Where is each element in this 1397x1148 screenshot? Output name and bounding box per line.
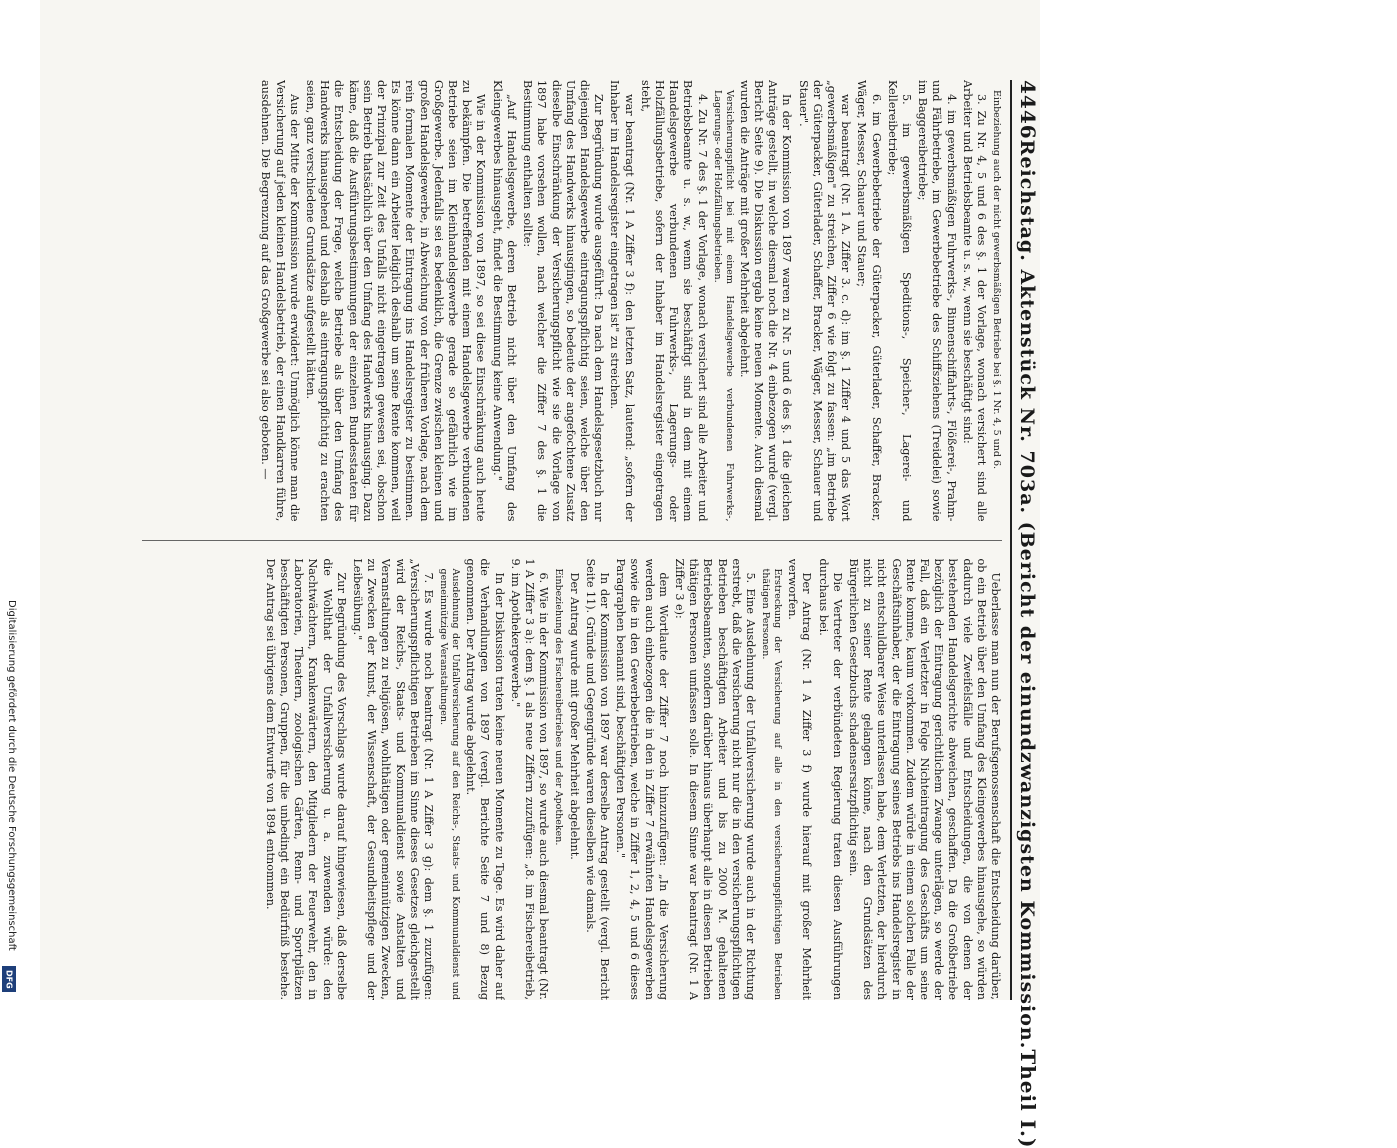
paragraph: 6. im Gewerbebetriebe der Güterpacker, Güterlader, Schaffer, Bracker, Wäger, Messer, Schauer und Stauer;: [855, 80, 883, 522]
paragraph: Einbeziehung auch der nicht gewerbsmäßigen Betriebe bei §. 1 Nr. 4, 5 und 6.: [991, 90, 1002, 470]
text-columns: [142, 80, 1002, 1000]
paragraph: Ueberlasse man nun der Berufsgenossenschaft die Entscheidung darüber, ob ein Betrieb über den Umfang des Kleingewerbes hinausgehe, so würden dadurch viele Zweifelsfälle und Entscheidungen, die von denen der bestehenden Handelsgerichte abweichen, geschaffen. Da die Großbetriebe bezüglich der Eintragung gerichtlichem Zwange unterlägen, so werde der Fall, daß ein Verletzter in Folge Nichteintragung des Geschäfts um seine Rente komme, kaum vorkommen. Zudem würde in einem solchen Falle der Geschäftsinhaber, der die Eintragung seines Betriebs ins Handelsregister in nicht entschuldbarer Weise unterlassen habe, dem Verletzten, der hierdurch nicht zu seiner Rente gelangen könne, nach den Grundsätzen des Bürgerlichen Gesetzbuchs schadensersatzpflichtig sein.: [846, 558, 1002, 1000]
paragraph: Einbeziehung des Fischereibetriebes und der Apotheken.: [553, 568, 565, 846]
paragraph: Aus der Mitte der Kommission wurde erwidert: Unmöglich könne man die Versicherung auf jeden kleinen Handelsbetrieb, der einen Handkarren führe, ausdehnen. Die Begrenzung auf das Großgewerbe sei also geboten. —: [259, 80, 301, 522]
paragraph: In der Diskussion traten keine neuen Momente zu Tage. Es wird daher auf die Verhandlungen von 1897 (vergl. Berichte Seite 7 und 8) Bezug genommen. Der Antrag wurde abgelehnt.: [464, 558, 506, 1000]
paragraph: Der Antrag wurde mit großer Mehrheit abgelehnt.: [567, 572, 581, 860]
paragraph: Die Vertreter der verbündeten Regierung traten diesen Ausführungen durchaus bei.: [816, 558, 844, 1000]
part-label: Theil I.): [1016, 1049, 1040, 1148]
paragraph: 7. Es wurde noch beantragt (Nr. 1 A Ziffer 3 g): dem §. 1 zuzufügen: „Versicherungspflichtigen Betrieben im Sinne dieses Gesetzes gleichgestellt wird der Reichs-, Staats- und Kommunaldienst sowie Anstalten und Veranstaltungen zu religiösen, wohlthätigen oder gemeinnützigen Zwecken, zu Zwecken der Kunst, der Wissenschaft, der Gesundheitspflege und der Leibesübung.": [351, 558, 436, 1000]
paragraph: 4. Zu Nr. 7 des §. 1 der Vorlage, wonach versichert sind alle Arbeiter und Betriebsbeamte u. s. w., wenn sie beschäftigt sind in dem mit einem Handelsgewerbe verbundenen Fuhrwerks-, Lagerungs- oder Holzfällungsbetriebe, sofern der Inhaber im Handelsregister eingetragen steht,: [638, 80, 709, 522]
page-header: [1010, 80, 1040, 1148]
left-column: [142, 80, 1002, 522]
document-page: [40, 0, 1040, 1148]
paragraph: war beantragt (Nr. 1 A. Ziffer 3. c. d): im §. 1 Ziffer 4 und 5 das Wort „gewerbsmäßigen" zu streichen, Ziffer 6 wie folgt zu fassen: „im Betriebe der Güterpacker, Güterlader, Schaffer, Bracker, Wäger, Messer, Schauer und Stauer".: [796, 80, 853, 522]
paragraph: Ausdehnung der Unfallversicherung auf den Reichs-, Staats- und Kommunaldienst und gemeinnützige Veranstaltungen.: [438, 568, 462, 1000]
paragraph: Erstreckung der Versicherung auf alle in den versicherungspflichtigen Betrieben thätigen Personen.: [759, 568, 783, 1000]
paragraph: dem Wortlaute der Ziffer 7 noch hinzuzufügen: „In die Versicherung werden auch einbezogen die in den in Ziffer 7 erwähnten Handelsgewerben sowie die in den Gewerbebetrieben, welche in Ziffer 1, 2, 4, 5 und 6 dieses Paragraphen benannt sind, beschäftigten Personen.": [614, 558, 670, 1000]
paragraph: Wie in der Kommission von 1897, so sei diese Einschränkung auch heute zu bekämpfen. Die betreffenden mit einem Handelsgewerbe verbundenen Betriebe seien im Kleinhandelsgewerbe gerade so gefährlich wie im Großgewerbe. Jedenfalls sei es bedenklich, die Grenze zwischen kleinen und großen Handelsgewerbe, in Abweichung von der früheren Vorlage, nach dem rein formalen Momente der Eintragung ins Handelsregister zu bestimmen. Es könne dann ein Arbeiter lediglich deshalb um seine Rente kommen, weil der Prinzipal zur Zeit des Unfalls nicht eingetragen gewesen sei, obschon sein Betrieb thatsächlich über den Umfang des Handwerks hinausging. Dazu käme, daß die Ausführungsbestimmungen der einzelnen Bundesstaaten für die Entscheidung der Frage, welche Betriebe als über den Umfang des Handwerks hinausgehend und deshalb als eintragungspflichtig zu erachten seien, ganz verschiedene Grundsätze aufgestellt hätten.: [304, 80, 488, 522]
credit-line: Digitalisierung gefördert durch die Deutsche Forschungsgemeinschaft: [6, 600, 17, 951]
paragraph: 4. im gewerbsmäßigen Fuhrwerks-, Binnenschiffahrts-, Flößerei-, Prahm- und Fährbetriebe, im Gewerbebetriebe des Schiffsziehens (Treidelei) sowie im Baggereibetriebe;: [916, 80, 958, 522]
paragraph: Der Antrag (Nr. 1 A Ziffer 3 f) wurde hierauf mit großer Mehrheit verworfen.: [786, 558, 814, 1000]
paragraph: 6. Wie in der Kommission von 1897, so wurde auch diesmal beantragt (Nr. 1 A Ziffer 3 a): dem §. 1 als neue Ziffern zuzufügen: „8. im Fischereibetrieb, 9. im Apothekergewerbe.": [508, 558, 551, 1000]
paragraph: In der Kommission von 1897 war derselbe Antrag gestellt (vergl. Bericht Seite 11). Gründe und Gegengründe waren dieselben wie damals.: [583, 558, 611, 1000]
rotated-page-content: [110, 70, 1040, 1148]
paragraph: war beantragt (Nr. 1 A Ziffer 3 f): den letzten Satz, lautend: „sofern der Inhaber im Handelsregister eingetragen ist" zu streichen.: [608, 80, 636, 522]
paragraph: Zur Begründung des Vorschlags wurde darauf hingewiesen, daß derselbe die Wohlthat der Unfallversicherung u. a. zuwenden würde: den Nachtwächtern, Krankenwärtern, den Mitgliedern der Feuerwehr, den in Laboratorien, Theatern, zoologischen Gärten, Renn- und Sportplätzen beschäftigten Personen, Gruppen, für die unbedingt ein Bedürfniß bestehe. Der Antrag sei übrigens dem Entwurfe von 1894 entnommen.: [263, 558, 348, 1000]
page-title: Reichstag. Aktenstück Nr. 703a. (Bericht der einundzwanzigsten Kommission.: [1016, 139, 1038, 1050]
paragraph: Zur Begründung wurde ausgeführt: Da nach dem Handelsgesetzbuch nur diejenigen Handelsgewerbe eintragungspflichtig seien, welche über den Umfang des Handwerks hinausgingen, so bedeute der angefochtene Zusatz dieselbe Einschränkung der Versicherungspflicht wie sie die Vorlage von 1897 habe vorsehen wollen, nach welcher die Ziffer 7 des §. 1 die Bestimmung enthalten sollte:: [521, 80, 606, 522]
paragraph: In der Kommission von 1897 waren zu Nr. 5 und 6 des §. 1 die gleichen Anträge gestellt, in welche diesmal noch die Nr. 4 einbezogen wurde (vergl. Bericht Seite 9). Die Diskussion ergab keine neuen Momente. Auch diesmal wurden die Anträge mit großer Mehrheit abgelehnt.: [737, 80, 794, 522]
right-column: [142, 559, 1002, 1001]
paragraph: 5. im gewerbsmäßigen Speditions-, Speicher-, Lagerei- und Kellereibetriebe;: [885, 80, 913, 522]
column-divider: [142, 540, 1002, 541]
digitization-sidebar: [0, 0, 18, 1000]
page-number: 4446: [1016, 80, 1040, 140]
paragraph: 5. Eine Ausdehnung der Unfallversicherung wurde auch in der Richtung erstrebt, daß die Versicherung nicht nur die in den versicherungspflichtigen Betrieben beschäftigten Arbeiter und bis zu 2000 M. gehaltenen Betriebsbeamten, sondern darüber hinaus überhaupt alle in diesen Betrieben thätigen Personen umfassen solle. In diesem Sinne war beantragt (Nr. 1 A Ziffer 3 e):: [672, 558, 757, 1000]
dfg-logo: DFG: [2, 966, 16, 992]
paragraph: Versicherungspflicht bei mit einem Handelsgewerbe verbundenen Fuhrwerks-, Lagerungs- oder Holzfällungsbetrieben.: [711, 90, 735, 522]
paragraph: „Auf Handelsgewerbe, deren Betrieb nicht über den Umfang des Kleingewerbes hinausgeht, findet die Bestimmung keine Anwendung.": [490, 80, 518, 522]
paragraph: 3. Zu Nr. 4, 5 und 6 des §. 1 der Vorlage, wonach versichert sind alle Arbeiter und Betriebsbeamte u. s. w., wenn sie beschäftigt sind:: [960, 80, 988, 522]
